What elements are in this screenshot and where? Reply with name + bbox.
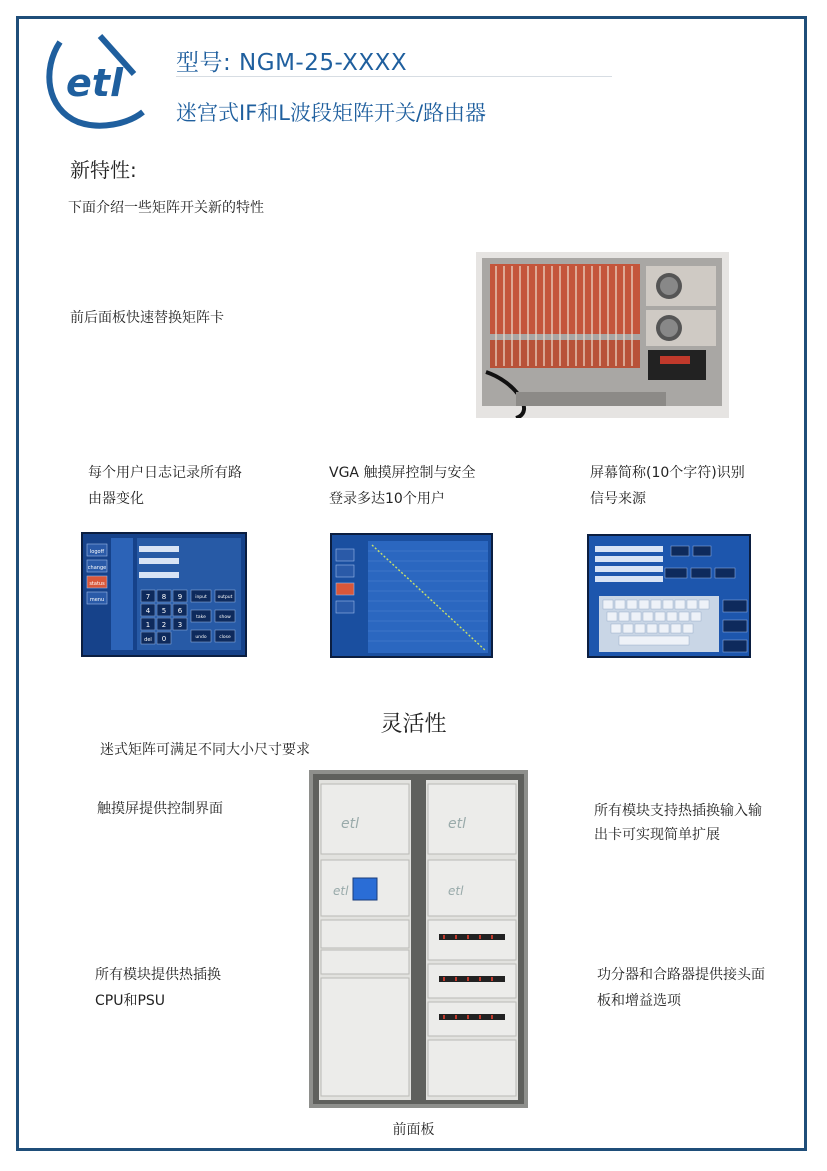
col1-line2: 由器变化 <box>88 491 144 507</box>
svg-text:etl: etl <box>448 816 466 832</box>
svg-text:del: del <box>144 637 152 643</box>
right-top-line1: 所有模块支持热插换输入输 <box>594 803 762 819</box>
col1-line1: 每个用户日志记录所有路 <box>88 465 242 481</box>
col2-line2: 登录多达10个用户 <box>329 491 445 507</box>
svg-text:status: status <box>89 581 105 587</box>
svg-text:show: show <box>219 615 231 620</box>
svg-text:close: close <box>219 635 231 640</box>
svg-text:logoff: logoff <box>89 549 105 555</box>
rack-photo <box>309 770 528 1108</box>
flexibility-intro: 迷式矩阵可满足不同大小尺寸要求 <box>100 742 310 758</box>
col3-line2: 信号来源 <box>590 491 646 507</box>
chassis-photo <box>476 252 729 418</box>
svg-text:menu: menu <box>89 597 105 603</box>
svg-text:6: 6 <box>177 607 183 615</box>
right-top-line2: 出卡可实现简单扩展 <box>594 827 720 843</box>
right-bottom-line1: 功分器和合路器提供接头面 <box>597 967 765 983</box>
svg-text:7: 7 <box>145 593 151 601</box>
model-number: 型号: NGM-25-XXXX <box>176 50 408 76</box>
front-rear-text: 前后面板快速替换矩阵卡 <box>70 310 224 326</box>
svg-text:etl: etl <box>333 884 349 898</box>
svg-text:change: change <box>87 565 107 571</box>
screen-keypad <box>81 532 247 657</box>
left-bottom-line1: 所有模块提供热插换 <box>95 967 221 983</box>
etl-logo <box>38 24 158 134</box>
svg-text:3: 3 <box>177 621 183 629</box>
svg-text:2: 2 <box>161 621 167 629</box>
svg-text:8: 8 <box>161 593 167 601</box>
svg-text:etl: etl <box>341 816 359 832</box>
svg-text:input: input <box>195 595 207 600</box>
new-features-heading: 新特性: <box>70 158 137 182</box>
left-top-text: 触摸屏提供控制界面 <box>97 801 223 817</box>
svg-text:0: 0 <box>161 635 167 643</box>
left-bottom-line2: CPU和PSU <box>95 993 166 1009</box>
svg-text:undo: undo <box>195 635 207 640</box>
svg-text:take: take <box>196 615 206 620</box>
svg-text:5: 5 <box>161 607 167 615</box>
new-features-intro: 下面介绍一些矩阵开关新的特性 <box>68 200 264 216</box>
svg-text:output: output <box>217 595 233 600</box>
flexibility-heading: 灵活性 <box>380 712 447 737</box>
svg-text:1: 1 <box>145 621 151 629</box>
col3-line1: 屏幕简称(10个字符)识别 <box>590 465 745 481</box>
col2-line1: VGA 触摸屏控制与安全 <box>329 465 476 481</box>
rack-caption: 前面板 <box>392 1122 435 1138</box>
header-rule <box>176 76 612 77</box>
svg-text:4: 4 <box>145 607 151 615</box>
logo-text: etl <box>66 61 123 105</box>
svg-text:etl: etl <box>448 884 464 898</box>
screen-matrix <box>330 533 493 658</box>
right-bottom-line2: 板和增益选项 <box>597 993 681 1009</box>
svg-text:9: 9 <box>177 593 183 601</box>
product-subtitle: 迷宫式IF和L波段矩阵开关/路由器 <box>176 101 487 125</box>
screen-alias-keyboard <box>587 534 751 658</box>
